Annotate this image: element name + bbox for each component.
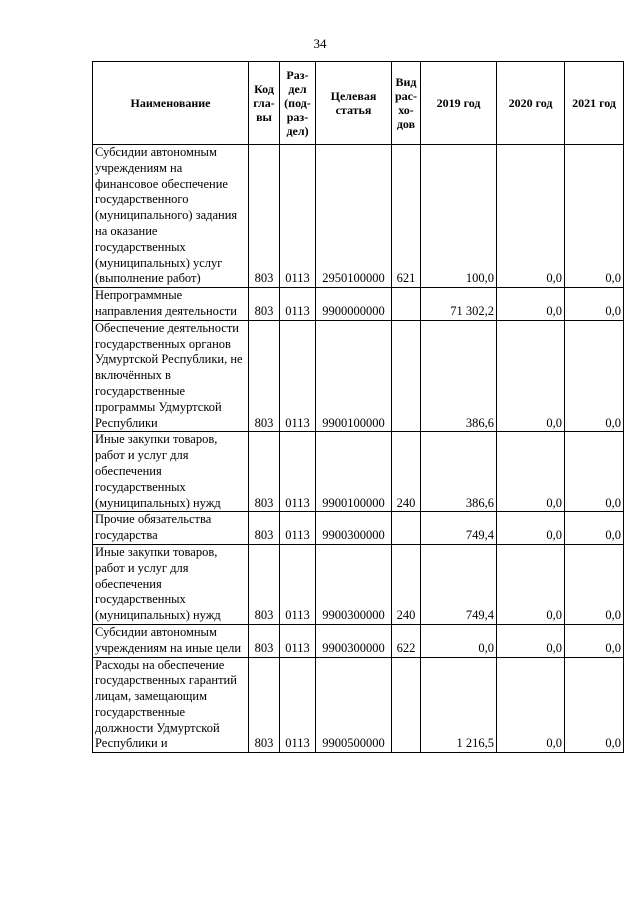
row-2021: 0,0 bbox=[565, 657, 624, 753]
row-name: Обеспечение деятельности государственных органов Удмуртской Республики, не включённых в государственные программы Удмуртской Республики bbox=[93, 320, 249, 432]
row-type bbox=[392, 512, 421, 545]
row-section: 0113 bbox=[280, 145, 316, 288]
row-type: 621 bbox=[392, 145, 421, 288]
table-row bbox=[93, 288, 624, 321]
row-2019: 100,0 bbox=[421, 145, 497, 288]
row-2020: 0,0 bbox=[497, 145, 565, 288]
header-article: Целевая статья bbox=[316, 62, 392, 145]
row-code: 803 bbox=[249, 320, 280, 432]
header-type: Вид рас- хо- дов bbox=[392, 62, 421, 145]
table-row bbox=[93, 145, 624, 288]
row-2021: 0,0 bbox=[565, 544, 624, 624]
row-name: Иные закупки товаров, работ и услуг для обеспечения государственных (муниципальных) нужд bbox=[93, 544, 249, 624]
row-2021: 0,0 bbox=[565, 432, 624, 512]
row-section: 0113 bbox=[280, 624, 316, 657]
row-code: 803 bbox=[249, 288, 280, 321]
row-2020: 0,0 bbox=[497, 544, 565, 624]
row-2020: 0,0 bbox=[497, 657, 565, 753]
row-2020: 0,0 bbox=[497, 288, 565, 321]
row-2021: 0,0 bbox=[565, 512, 624, 545]
row-2021: 0,0 bbox=[565, 320, 624, 432]
table-row bbox=[93, 432, 624, 512]
row-section: 0113 bbox=[280, 320, 316, 432]
row-name: Непрограммные направления деятельности bbox=[93, 288, 249, 321]
row-section: 0113 bbox=[280, 432, 316, 512]
budget-table bbox=[92, 61, 624, 753]
row-section: 0113 bbox=[280, 288, 316, 321]
row-article: 9900300000 bbox=[316, 512, 392, 545]
row-2019: 749,4 bbox=[421, 544, 497, 624]
table-row bbox=[93, 657, 624, 753]
row-type bbox=[392, 320, 421, 432]
row-2020: 0,0 bbox=[497, 320, 565, 432]
row-name: Субсидии автономным учреждениям на иные цели bbox=[93, 624, 249, 657]
row-article: 9900300000 bbox=[316, 624, 392, 657]
header-2019: 2019 год bbox=[421, 62, 497, 145]
row-code: 803 bbox=[249, 145, 280, 288]
header-code: Код гла- вы bbox=[249, 62, 280, 145]
table-row bbox=[93, 512, 624, 545]
row-article: 2950100000 bbox=[316, 145, 392, 288]
row-code: 803 bbox=[249, 544, 280, 624]
row-name: Расходы на обеспечение государственных гарантий лицам, замещающим государственные должности Удмуртской Республики и bbox=[93, 657, 249, 753]
header-2021: 2021 год bbox=[565, 62, 624, 145]
row-type: 240 bbox=[392, 544, 421, 624]
row-2019: 1 216,5 bbox=[421, 657, 497, 753]
row-article: 9900100000 bbox=[316, 432, 392, 512]
row-2021: 0,0 bbox=[565, 624, 624, 657]
row-section: 0113 bbox=[280, 544, 316, 624]
row-2021: 0,0 bbox=[565, 145, 624, 288]
row-code: 803 bbox=[249, 624, 280, 657]
row-type: 240 bbox=[392, 432, 421, 512]
row-code: 803 bbox=[249, 512, 280, 545]
table-body bbox=[93, 145, 624, 753]
header-row bbox=[93, 62, 624, 145]
row-article: 9900000000 bbox=[316, 288, 392, 321]
header-2020: 2020 год bbox=[497, 62, 565, 145]
table-row bbox=[93, 320, 624, 432]
row-type: 622 bbox=[392, 624, 421, 657]
table-row bbox=[93, 544, 624, 624]
row-section: 0113 bbox=[280, 657, 316, 753]
row-2021: 0,0 bbox=[565, 288, 624, 321]
row-2020: 0,0 bbox=[497, 512, 565, 545]
row-section: 0113 bbox=[280, 512, 316, 545]
row-2019: 386,6 bbox=[421, 320, 497, 432]
row-article: 9900100000 bbox=[316, 320, 392, 432]
row-code: 803 bbox=[249, 432, 280, 512]
row-name: Иные закупки товаров, работ и услуг для обеспечения государственных (муниципальных) нужд bbox=[93, 432, 249, 512]
row-type bbox=[392, 657, 421, 753]
row-code: 803 bbox=[249, 657, 280, 753]
row-name: Прочие обязательства государства bbox=[93, 512, 249, 545]
row-2019: 71 302,2 bbox=[421, 288, 497, 321]
page-number: 34 bbox=[313, 36, 327, 51]
header-section: Раз- дел (под- раз- дел) bbox=[280, 62, 316, 145]
row-2019: 749,4 bbox=[421, 512, 497, 545]
row-article: 9900500000 bbox=[316, 657, 392, 753]
row-2020: 0,0 bbox=[497, 624, 565, 657]
row-2019: 386,6 bbox=[421, 432, 497, 512]
header-name: Наименование bbox=[93, 62, 249, 145]
row-2019: 0,0 bbox=[421, 624, 497, 657]
row-2020: 0,0 bbox=[497, 432, 565, 512]
row-name: Субсидии автономным учреждениям на финансовое обеспечение государственного (муниципального) задания на оказание государственных (муниципальных) услуг (выполнение работ) bbox=[93, 145, 249, 288]
row-article: 9900300000 bbox=[316, 544, 392, 624]
row-type bbox=[392, 288, 421, 321]
table-row bbox=[93, 624, 624, 657]
